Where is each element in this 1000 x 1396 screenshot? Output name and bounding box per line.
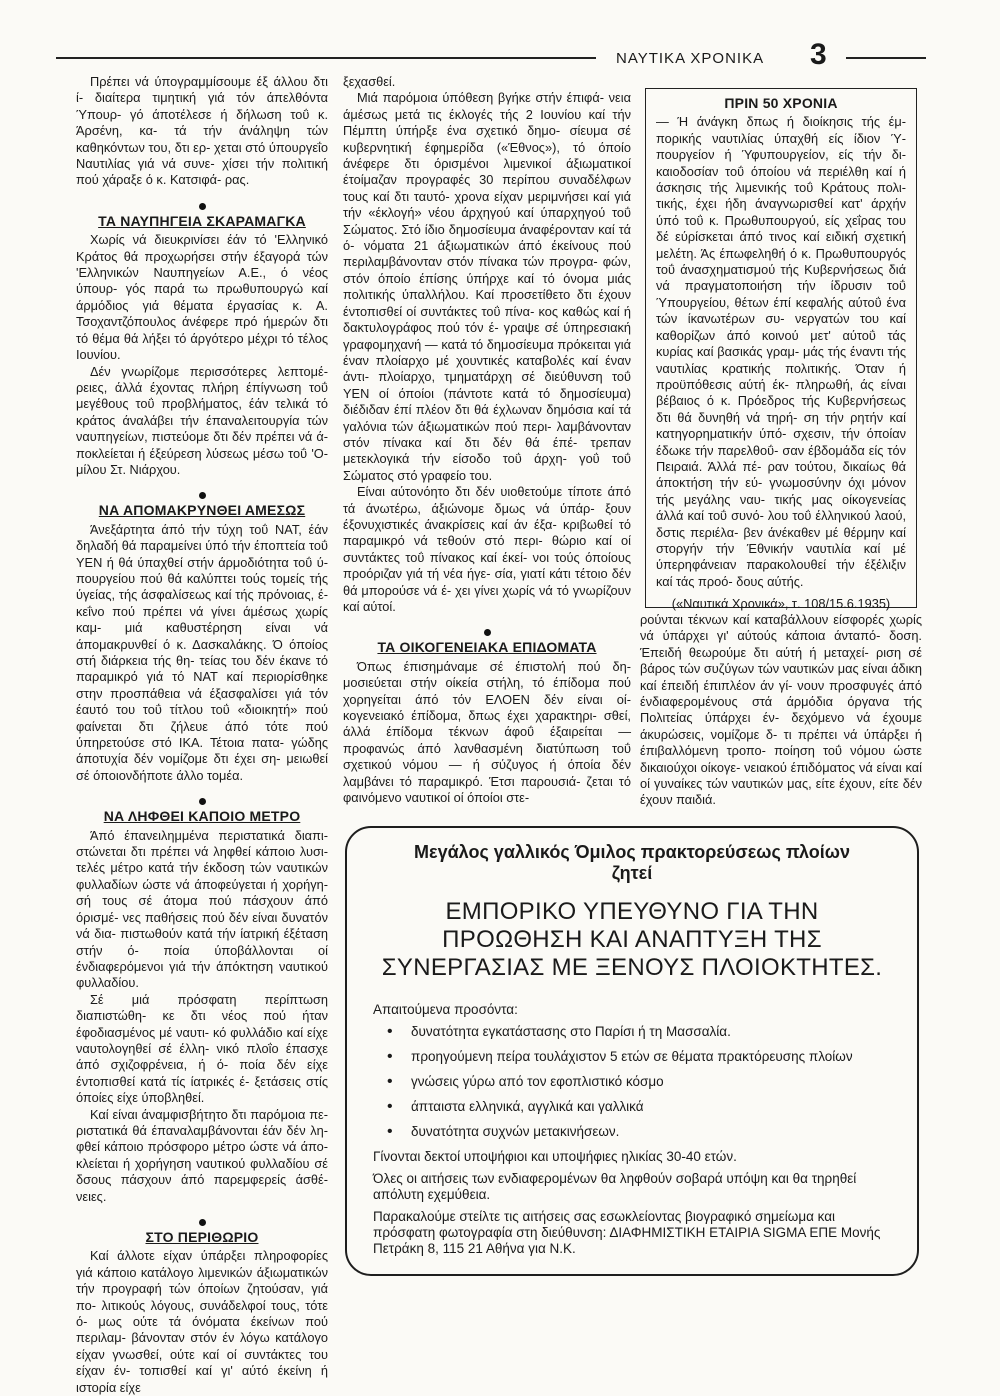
intro-paragraph: Πρέπει νά ύπογραμμίσουμε έξ άλλου δτι ί- διαίτερα τιμητική γιά τόν άπελθόντα Ύπουρ- γό άποτέλεσε ή δήλωση τοΰ κ. Άρσένη, κα- τά τήν άνάληψη τών καθηκόντων του, δτι ερ- χεται στό ύπουργεΐο Ναυτιλίας γιά νά συνε- χίσει τήν πολιτική πού χάραξε ό κ. Κατσιφά- ρας. xyxy=(76,74,328,188)
bullet-dot xyxy=(199,798,206,805)
section-heading: ΝΑ ΛΗΦΘΕΙ ΚΑΠΟΙΟ ΜΕΤΡΟ xyxy=(103,808,301,825)
paragraph: Χωρίς νά διευκρινίσει έάν τό 'Ελληνικό Κράτος θά προχωρήσει στήν έξαγορά τών 'Ελληνικών Ναυπηγείων Α.Ε., ό νέος ύπουρ- γός παρά τω πρωθυπουργώ καί άρμόδιος γιά θέματα έργασίας κ. Α. Τσοχαντζόπουλος άνέφερε πρό ήμερών δτι τό θέμα θά λήξει τό άργότερο μέχρι τό τέλος Ιουνίου. xyxy=(76,232,328,363)
bullet-dot xyxy=(199,1219,206,1226)
job-advertisement xyxy=(345,826,919,1276)
column-3-continuation xyxy=(640,612,922,809)
header-rule-right xyxy=(846,57,926,59)
list-item: • άπταιστα ελληνικά, αγγλικά και γαλλικά xyxy=(403,1099,891,1115)
bullet-dot xyxy=(199,492,206,499)
column-1 xyxy=(76,74,328,1396)
box-text: — Ή άνάγκη δπως ή διοίκησις τής έμ- πορικής ναυτιλίας ύπαχθή είς ίδιον Ύ- πουργείον ή Ύφυπουργείον, είς τήν δι- καιοδοσίαν τοΰ όποίου νά περιέλθη καί ή άσκησις τής λιμενικής τοΰ Κράτους πολι- τικής, έχει ήδη άναγνωρισθεί κατ' άρχήν ύπό τοΰ κ. Πρωθυπουργού, είς χεΐρας του δέ εύρίσκεται άπό τινος καί ειδική σχετική μελέτη. Άς έπωφεληθή ό κ. Πρωθυπουργός τοΰ άνασχηματισμού τής Κυβερνήσεως διά νά πραγματοποιήση τήν ίδρυσιν τοΰ Ύπουργείου, θέτων έπί κεφαλής αύτοΰ ένα τών ίκανωτέρων συ- νεργατών του καί καθορίζων άπό κοινού μετ' αύτοΰ τάς κυρίας καί βασικάς γραμ- μάς τής έναντι τής ναυτιλίας κρατικής πολιτικής. Όταν ή προϋπόθεσις αύτή έκ- πληρωθή, άς είναι βέβαιος ό κ. Πρόεδρος τής Κυβερνήσεως δτι θά δυνηθή νά τηρή- ση τήν ρητήν καί κατηγορηματικήν ύπό- σχεσιν, τήν όποίαν έδωκε τήν παρελθοΰ- σαν έβδομάδα είς τόν Πειραιά. Άλλά πέ- ραν τούτου, δικαίως θά άποκτήση τήν εύ- γνωμοσύνην όχι μόνον τής μεγάλης ναυ- τικής μας οίκογενείας άλλά καί τοΰ συνό- λου τοΰ έλληνικού λαού, δστις περιέλα- βεν άνέκαθεν μέ θέρμην καί στοργήν τήν Έθνικήν ναυτιλία καί μέ ύπερηφάνειαν παρακολουθεί τήν έξέλιξιν καί τάς προό- δους αύτής. xyxy=(656,114,906,589)
column-2 xyxy=(343,74,631,806)
ad-requirements-list xyxy=(373,1024,891,1140)
list-item: • γνώσεις γύρω από τον εφοπλιστικό κόσμο xyxy=(403,1074,891,1090)
page-number: 3 xyxy=(810,38,827,71)
ad-position-title: ΕΜΠΟΡΙΚΟ ΥΠΕΥΘΥΝΟ ΓΙΑ ΤΗΝ ΠΡΟΩΘΗΣΗ ΚΑΙ ΑΝΑΠΤΥΞΗ ΤΗΣ ΣΥΝΕΡΓΑΣΙΑΣ ΜΕ ΞΕΝΟΥΣ ΠΛΟΙΟΚΤΗΤΕΣ. xyxy=(381,898,883,981)
paragraph: Άνεξάρτητα άπό τήν τύχη τοΰ ΝΑΤ, έάν δηλαδή θά παραμείνει ύπό τήν έποπτεία τοΰ ΥΕΝ ή θά ύπαχθεί στήν άρμοδιότητα τοΰ ύ- πουργείου πού θά καλύπτει τούς τομείς τής ύγείας, τής άσφαλίσεως καί τής πρόνοιας, έ- κεΐνο πού πρέπει νά γίνει άμέσως χωρίς καμ- μιά καθυστέρηση είναι νά άπομακρυνθεί ό κ. Δασκαλάκης. Ό όποίος στή διάρκεια τής θη- τείας του δέν έκανε τό παραμικρό γιά τό ΝΑΤ καί περιορίσθηκε στην προσπάθεια νά έξασφαλίσει γιά τόν έαυτό του τοΰ τίτλου τοΰ «διοικητή» πού φαίνεται δτι ζήλευε άπό τότε πού ύπηρετούσε στό ΙΚΑ. Τέτοια πατα- γώδης άποτυχία δέν νομίζομε δτι έχει ση- μειωθεί σέ όποιονδήποτε άλλο τομέα. xyxy=(76,521,328,783)
history-box xyxy=(645,88,917,612)
paragraph: Είναι αύτονόητο δτι δέν υιοθετούμε τίποτε άπό τά άνωτέρω, άξιώνομε δμως νά ύπάρ- ξουν έξονυχιστικές άνακρίσεις καί άν έξα- κριβωθεί τό παραμικρό νά τεθούν στό περι- θώριο καί οί συντάκτες τοΰ πίνακος καί έκεί- νοι τούς όποίους προόριζαν γιά τή νέα ήγε- σία, γιατί κάτι τέτοιο δέν θά μπορούσε νά έ- χει γίνει χωρίς νά τό γνωρίζουν καί αύτοί. xyxy=(343,484,631,614)
paragraph: Δέν γνωρίζομε περισσότερες λεπτομέ- ρειες, άλλά έχοντας πλήρη έπίγνωση τοΰ μεγέθους τοΰ προβλήματος, έάν τελικά τό κράτος άναλάβει τήν έπαναλειτουργία τών ναυπηγείων, πιστεύομε δτι δέν πρέπει νά ά- ποκλείεται ή έξεύρεση λύσεως μέσω τοΰ 'Ο- μίλου Στ. Νιάρχου. xyxy=(76,363,328,477)
section-heading: ΤΑ ΟΙΚΟΓΕΝΕΙΑΚΑ ΕΠΙΔΟΜΑΤΑ xyxy=(377,639,597,656)
header-rule-left xyxy=(56,57,596,59)
masthead-title: ΝΑΥΤΙΚΑ ΧΡΟΝΙΚΑ xyxy=(616,50,765,67)
paragraph: ρούνται τέκνων καί καταβάλλουν είσφορές χωρίς νά ύπάρχει γι' αύτούς κάποια άνταπό- δοση. Έπειδή θεωρούμε δτι αύτή ή μεταχεί- ριση σέ βάρος τών συζύγων τών ναυτικών μας είναι άδικη καί έπειδή έπιπλέον άν γί- νουν προσφυγές άπό ένδιαφερομένους στά άρμόδια όργανα τής Πολιτείας ύπάρχει έν- δεχόμενο νά έχουμε άκυρώσεις, νομίζομε δ- τι πρέπει νά ύπάρξει ή έπιβαλλόμενη τροπο- ποίηση τοΰ νόμου ώστε δικαιούχοι οίκογε- νειακού έπιδόματος νά είναι καί οί γυναίκες τών ναυτικών μας, είτε έχουν, είτε δέν έχουν παιδιά. xyxy=(640,612,922,808)
ad-apply-text: Παρακαλούμε στείλτε τις αιτήσεις σας εσωκλείοντας βιογραφικό σημείωμα και πρόσφατη φωτογραφία στη διεύθυνση: ΔΙΑΦΗΜΙΣΤΙΚΗ ΕΤΑΙΡΙΑ SIGMA ΕΠΕ Μονής Πετράκη 8, 115 21 Αθήνα για Ν.Κ. xyxy=(373,1209,881,1256)
section-heading: ΝΑ ΑΠΟΜΑΚΡΥΝΘΕΙ ΑΜΕΣΩΣ xyxy=(98,502,306,519)
paragraph: Μιά παρόμοια ύπόθεση βγήκε στήν έπιφά- νεια άμέσως μετά τις έκλογές τής 2 Ιουνίου καί τήν Πέμπτη ύπήρξε ένα σχετικό δημο- σίευμα σέ κυβερνητική έφημερίδα («Έθνος»), τό όποίο άνέφερε δτι όρισμένοι λιμενικοί άξιωματικοί έτοίμαζαν προγραφές 30 περίπου συναδέλφων τους καί δτι ταυτό- χρονα είχαν μεριμνήσει καί γιά τήν «έκλογή» νέου άρχηγού καί ύπαρχηγού τοΰ Σώματος. Στό ίδιο δημοσίευμα άναφέρονταν καί τά ό- νόματα 21 άξιωματικών άπό έκείνους πού περιλαμβάνονταν στόν πίνακα τών προγρα- φών, στόν όποίο έπίσης ύπήρχε καί τό όνομα μιάς πολιτικής ύπαλλήλου. Καί προσετίθετο δτι έχουν έντοπισθεί οί συντάκτες τοΰ πίνα- κος καθώς καί ή δακτυλογράφος πού τόν έ- γραψε σέ ύπηρεσιακή γραφομηχανή — κατά τό δημοσίευμα πρόκειται γιά έναν πλοίαρχο μέ χουντικές καταβολές καί έναν άντι- πλοίαρχο, τμηματάρχη σέ διεύθυνση τοΰ ΥΕΝ οί όποίοι (πάντοτε κατά τό δημοσίευμα) διέδιδαν έπί πλέον δτι θά έχλωναν δημόσια καί τά γαλόνια τών άξιωματικών πού περι- λαμβάνονταν στόν πίνακα καί δτι δέν θά έπέ- τρεπαν μετεκλογικά τήν είσοδο τοΰ άρχη- γοΰ τοΰ Σώματος στό γραφείο του. xyxy=(343,90,631,483)
paragraph: Σέ μιά πρόσφατη περίπτωση διαπιστώθη- κε δτι νέος πού ήταν έφοδιασμένος μέ ναυτι- κό φυλλάδιο καί είχε ναυτολογηθεί σέ έλλη- νικό πλοΐο έπασχε άπό σχιζοφρένεια, ή ό- ποία δέν είχε έντοπισθεί κατά τίς ίατρικές έ- ξετάσεις στίς όποίες είχε ύποβληθεί. xyxy=(76,991,328,1106)
ad-company-line: Μεγάλος γαλλικός Όμιλος πρακτορεύσεως πλοίων xyxy=(414,842,850,862)
bullet-dot xyxy=(199,203,206,210)
section-heading: ΣΤΟ ΠΕΡΙΘΩΡΙΟ xyxy=(145,1229,259,1245)
paragraph: Όπως έπισημάναμε σέ έπιστολή πού δη- μοσιεύεται στήν οίκεία στήλη, τό έπίδομα πού χορηγείται άπό τόν ΕΛΟΕΝ δέν είναι οί- κογενειακό έπίδομα, δπως έχει χαρακτηρι- σθεί, άλλά έπίδομα τέκνων άφοΰ έξαιρείται — προφανώς άπό λανθασμένη διατύπωση τοΰ σχετικού νόμου — ή σύζυγος ή όποία δέν λαμβάνει τό παραμικρό. Έτσι παρουσιά- ζεται τό φαινόμενο ναυτικοί οί όποίοι στε- xyxy=(343,658,631,806)
box-heading: ΠΡΙΝ 50 ΧΡΟΝΙΑ xyxy=(724,95,838,111)
paragraph: ξεχασθεί. xyxy=(343,74,396,89)
bullet-dot xyxy=(484,629,491,636)
paragraph: Καί είναι άναμφισβήτητο δτι παρόμοια πε- ριστατικά θά έπαναλαμβάνονται έάν δέν λη- φθεί κάποιο πρόσφορο μέτρο ώστε νά άπο- κλείεται ή χορήγηση ναυτικού φυλλαδίου σέ δσους πάσχουν άπό παρεμφερείς άσθέ- νειες. xyxy=(76,1106,328,1204)
ad-confidential-text: Όλες οι αιτήσεις των ενδιαφερομένων θα ληφθούν σοβαρά υπόψη και θα τηρηθεί απόλυτη εχεμύθεια. xyxy=(373,1171,857,1202)
ad-requirements-label: Απαιτούμενα προσόντα: xyxy=(373,1002,518,1017)
list-item: • δυνατότητα εγκατάστασης στο Παρίσι ή τη Μασσαλία. xyxy=(403,1024,891,1040)
paragraph: Καί άλλοτε είχαν ύπάρξει πληροφορίες γιά κάποιο κατάλογο λιμενικών άξιωματικών τήν προγραφή τών όποίων ζητούσαν, γιά πο- λιτικούς λόγους, συνάδελφοί τους, τότε ό- μως ούτε τά όνόματα έκείνων πού περιλαμ- βάνονταν στόν έν λόγω κατάλογο είχαν γνωσθεί, ούτε καί οί συντάκτες του είχαν έν- τοπισθεί καί γι' αύτό έκείνη ή ιστορία είχε xyxy=(76,1248,328,1395)
ad-age-text: Γίνονται δεκτοί υποψήφιοι και υποψήφιες ηλικίας 30-40 ετών. xyxy=(373,1149,737,1164)
list-item: • προηγούμενη πείρα τουλάχιστον 5 ετών σε θέματα πρακτόρευσης πλοίων xyxy=(403,1049,891,1065)
ad-seeks-line: ζητεί xyxy=(611,863,653,883)
list-item: • δυνατότητα συχνών μετακινήσεων. xyxy=(403,1124,891,1140)
box-source: («Ναυτικά Χρονικά», τ. 108/15.6.1935) xyxy=(671,596,891,612)
section-heading: ΤΑ ΝΑΥΠΗΓΕΙΑ ΣΚΑΡΑΜΑΓΚΑ xyxy=(98,212,306,229)
paragraph: Άπό έπανειλημμένα περιστατικά διαπι- στώνεται δτι πρέπει νά ληφθεί κάποιο λυσι- τελές μέτρο κατά τήν έκδοση τών ναυτικών φυλλαδίων ώστε νά άποφεύγεται ή χορήγη- σή τους σέ άτομα πού πάσχουν άπό όρισμέ- νες παθήσεις πού δέν είναι δυνατόν νά δια- πιστωθούν κατά τήν ίατρική έξέταση στήν ό- ποία ύποβάλλονται οί ένδιαφερόμενοι γιά τήν άπόκτηση ναυτικού φυλλαδίου. xyxy=(76,827,328,991)
